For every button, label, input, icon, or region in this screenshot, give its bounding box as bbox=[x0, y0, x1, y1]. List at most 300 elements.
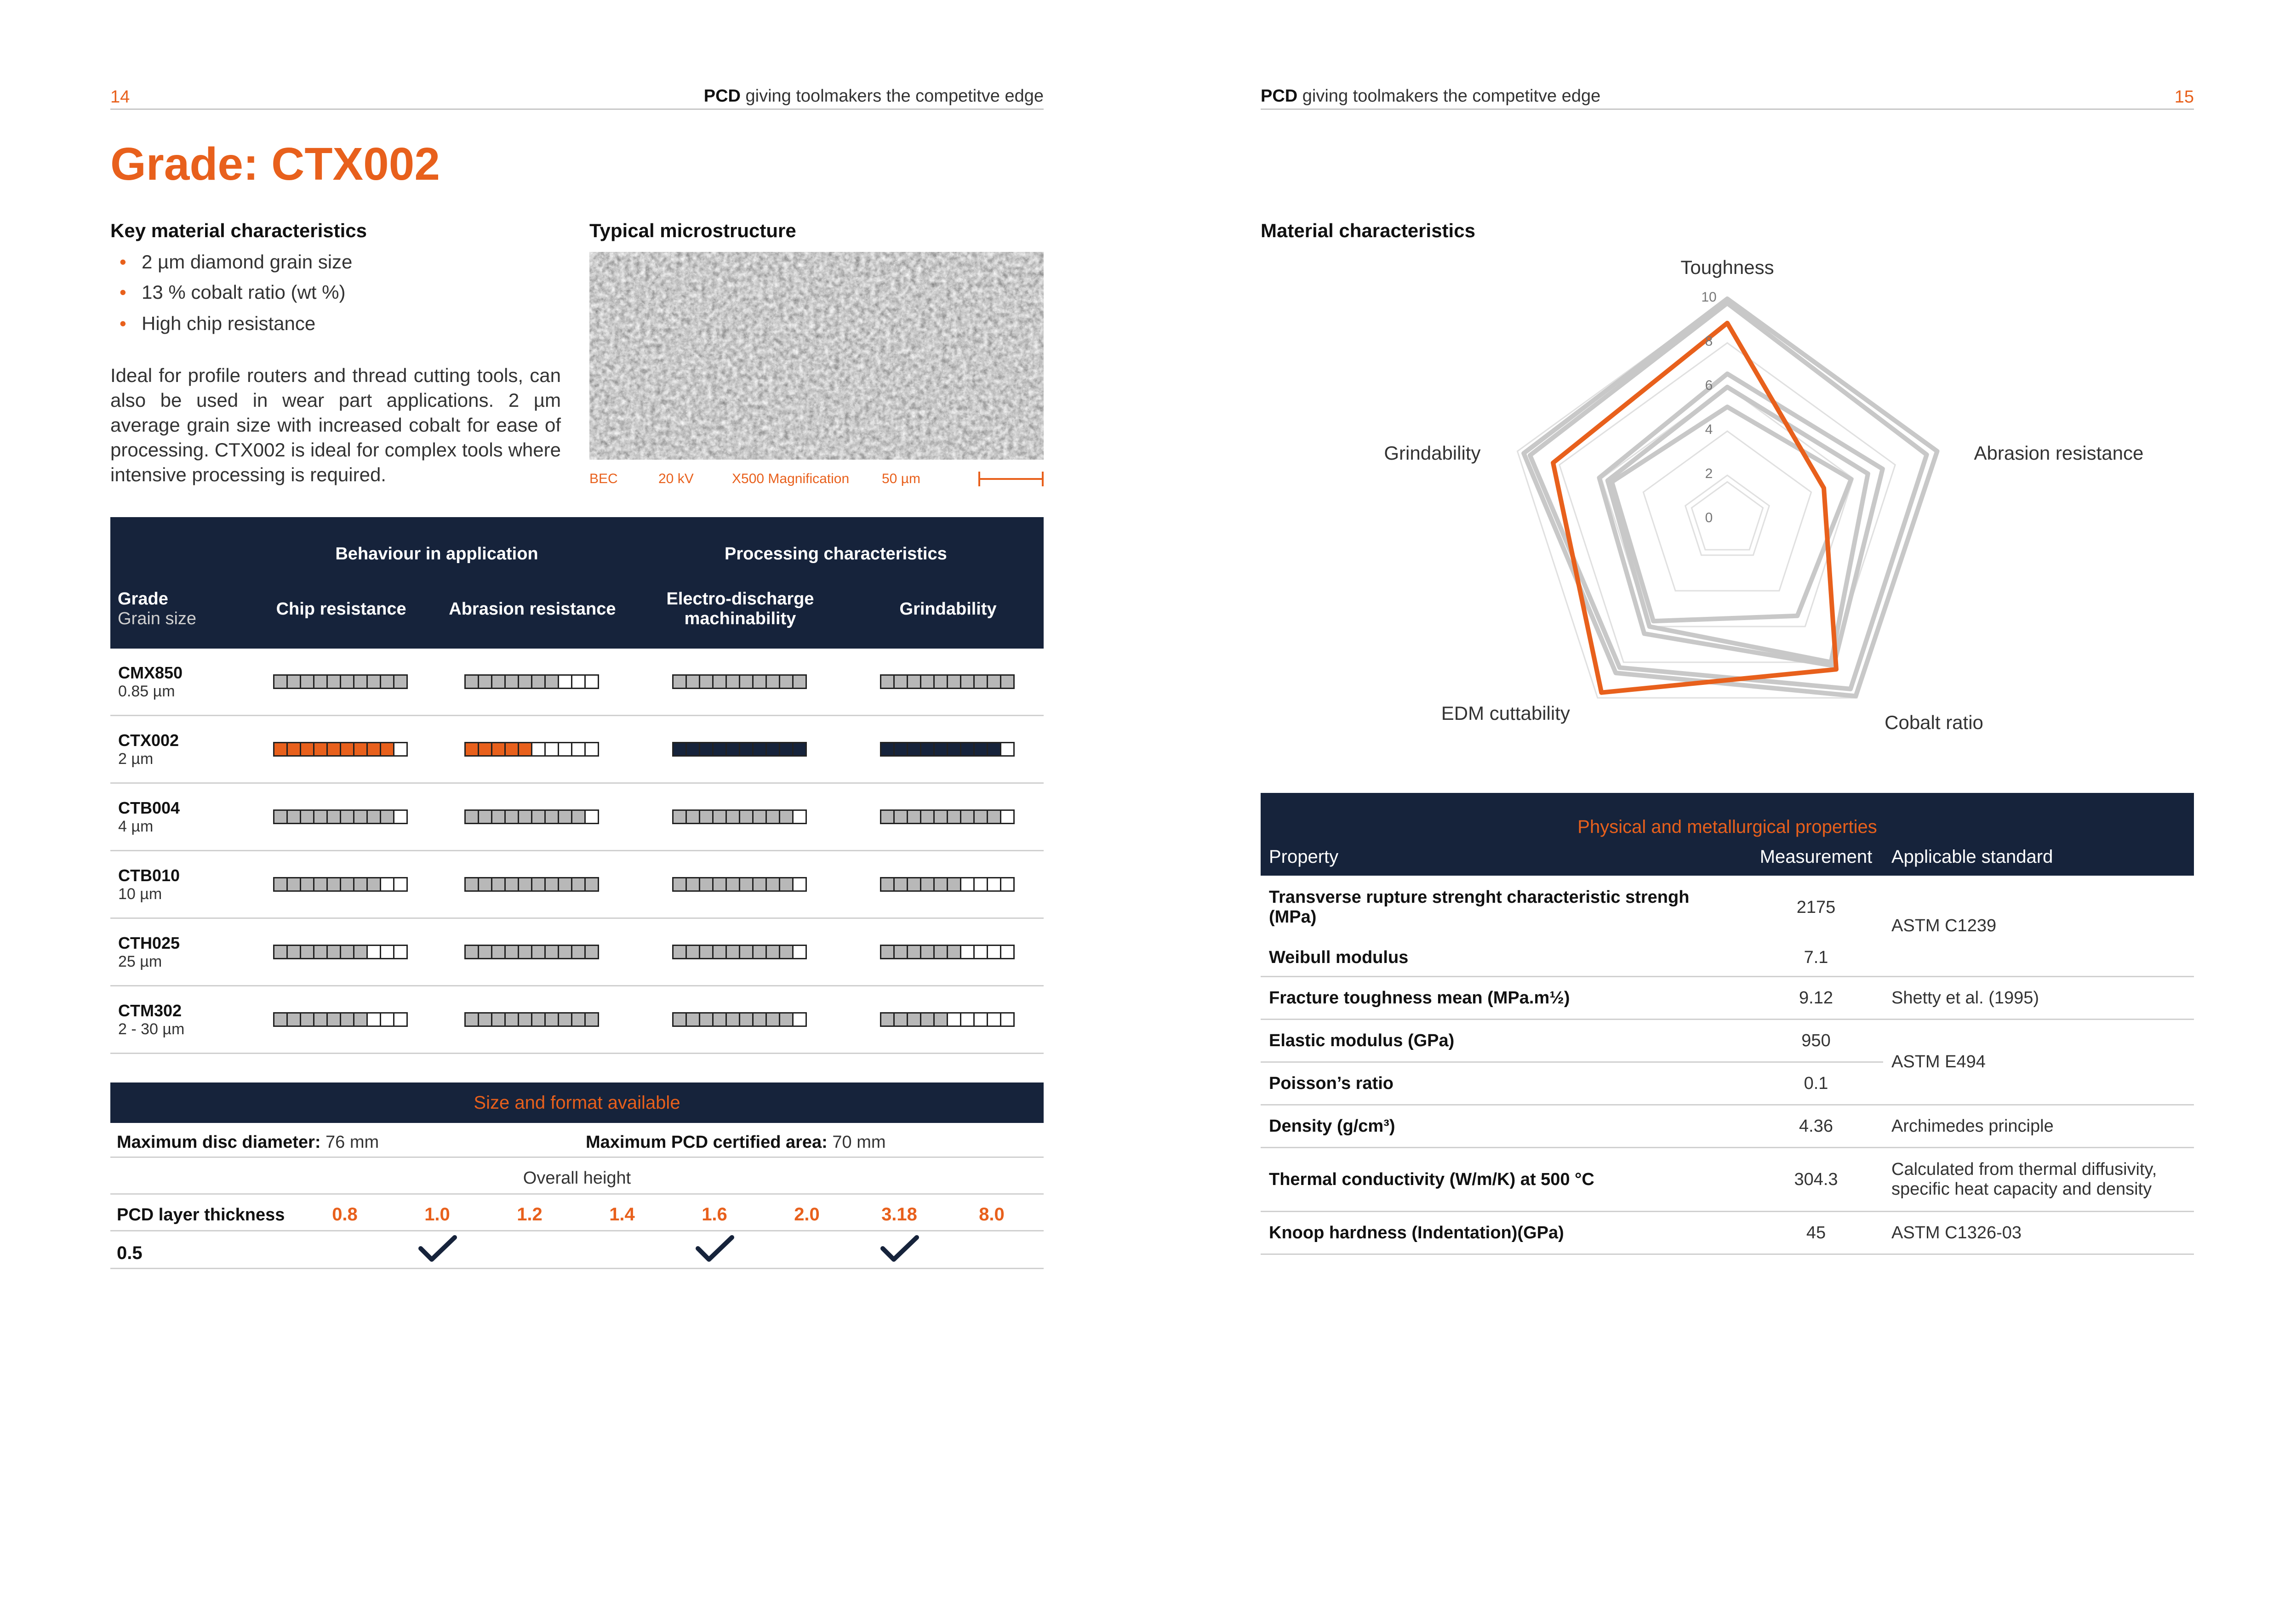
rating-box bbox=[779, 877, 794, 892]
rating-box bbox=[273, 809, 288, 824]
radar-grid-ring bbox=[1643, 431, 1811, 591]
max-certified-area bbox=[586, 1133, 886, 1152]
rating-cell bbox=[852, 851, 1044, 918]
rating-box bbox=[920, 742, 935, 757]
rating-box bbox=[893, 809, 908, 824]
rating-cell bbox=[246, 649, 437, 716]
rating-box bbox=[893, 945, 908, 959]
rating-box bbox=[491, 1012, 506, 1027]
rating-box bbox=[584, 742, 599, 757]
col-chip: Chip resistance bbox=[276, 599, 406, 619]
rating-box bbox=[907, 945, 921, 959]
rating-box bbox=[739, 877, 754, 892]
rating-box bbox=[464, 674, 479, 689]
rating-box bbox=[273, 1012, 288, 1027]
col-abrasion: Abrasion resistance bbox=[449, 599, 616, 619]
grain-size: 10 µm bbox=[118, 885, 162, 903]
rating-box bbox=[792, 809, 807, 824]
rating-box bbox=[584, 1012, 599, 1027]
rating-bar bbox=[628, 877, 852, 892]
rating-box bbox=[571, 877, 586, 892]
rating-cell bbox=[246, 851, 437, 918]
rating-box bbox=[765, 674, 780, 689]
rating-box bbox=[1000, 809, 1015, 824]
rating-box bbox=[672, 809, 687, 824]
rating-box bbox=[544, 674, 559, 689]
overall-height-value: 1.6 bbox=[702, 1204, 727, 1225]
rating-box bbox=[920, 945, 935, 959]
measurement-value: 950 bbox=[1749, 1020, 1883, 1062]
rating-box bbox=[313, 742, 328, 757]
rating-cell bbox=[628, 851, 852, 918]
rating-box bbox=[491, 742, 506, 757]
rating-box bbox=[933, 674, 948, 689]
rating-box bbox=[725, 742, 740, 757]
rating-box bbox=[286, 674, 301, 689]
rating-box bbox=[393, 809, 408, 824]
standard-value: Archimedes principle bbox=[1883, 1105, 2194, 1148]
rating-box bbox=[558, 945, 572, 959]
group-behaviour: Behaviour in application bbox=[335, 544, 538, 564]
radar-axis-label: Cobalt ratio bbox=[1885, 712, 1983, 734]
rating-box bbox=[340, 742, 354, 757]
rating-box bbox=[544, 742, 559, 757]
rating-box bbox=[393, 742, 408, 757]
rating-box bbox=[286, 1012, 301, 1027]
rating-bar bbox=[437, 809, 628, 824]
rating-box bbox=[987, 674, 1001, 689]
group-processing: Processing characteristics bbox=[725, 544, 947, 564]
rating-box bbox=[960, 1012, 975, 1027]
rating-bar bbox=[853, 742, 1043, 757]
rating-box bbox=[273, 945, 288, 959]
rating-box bbox=[973, 809, 988, 824]
rating-box bbox=[792, 674, 807, 689]
rating-box bbox=[366, 809, 381, 824]
rating-box bbox=[987, 1012, 1001, 1027]
rating-bar bbox=[437, 945, 628, 959]
table-row bbox=[110, 783, 1044, 851]
rating-box bbox=[765, 945, 780, 959]
rating-box bbox=[491, 945, 506, 959]
rating-cell bbox=[437, 986, 628, 1054]
rating-box bbox=[947, 877, 961, 892]
rating-box bbox=[947, 945, 961, 959]
rating-box bbox=[725, 945, 740, 959]
rating-box bbox=[353, 674, 368, 689]
rating-box bbox=[699, 1012, 714, 1027]
rating-cell bbox=[437, 783, 628, 851]
radar-tick-label: 2 bbox=[1705, 466, 1713, 481]
standard-value: Shetty et al. (1995) bbox=[1883, 977, 2194, 1020]
property-name: Knoop hardness (Indentation)(GPa) bbox=[1261, 1212, 1749, 1254]
rating-box bbox=[558, 809, 572, 824]
grade-comparison-table bbox=[110, 517, 1044, 1054]
table-row bbox=[1261, 1020, 2194, 1062]
page-number-right: 15 bbox=[2174, 87, 2194, 107]
standard-value: ASTM C1239 bbox=[1883, 876, 2194, 977]
rating-box bbox=[987, 945, 1001, 959]
col-edm: Electro-discharge machinability bbox=[666, 589, 814, 628]
rating-box bbox=[973, 1012, 988, 1027]
rating-box bbox=[712, 877, 727, 892]
properties-heading: Physical and metallurgical properties bbox=[1577, 817, 1877, 837]
rating-box bbox=[973, 877, 988, 892]
radar-tick-label: 0 bbox=[1705, 510, 1713, 525]
rating-box bbox=[973, 742, 988, 757]
rating-box bbox=[792, 1012, 807, 1027]
measurement-value: 304.3 bbox=[1749, 1148, 1883, 1212]
rating-box bbox=[947, 1012, 961, 1027]
rating-cell bbox=[246, 986, 437, 1054]
header-rule-left bbox=[110, 108, 1044, 110]
rating-box bbox=[464, 1012, 479, 1027]
rating-box bbox=[880, 877, 895, 892]
caption-scale: 50 µm bbox=[882, 471, 920, 486]
rating-box bbox=[907, 1012, 921, 1027]
col-grindability: Grindability bbox=[899, 599, 997, 619]
rating-box bbox=[531, 674, 546, 689]
rating-cell bbox=[628, 649, 852, 716]
rating-box bbox=[725, 1012, 740, 1027]
rating-bar bbox=[246, 1012, 436, 1027]
rating-box bbox=[518, 742, 532, 757]
rating-cell bbox=[246, 716, 437, 783]
rating-box bbox=[366, 674, 381, 689]
grade-cell bbox=[110, 716, 246, 783]
grain-size: 25 µm bbox=[118, 952, 162, 970]
overall-height-value: 0.8 bbox=[332, 1204, 358, 1225]
radar-chart bbox=[1261, 239, 2194, 754]
thickness-value: 0.5 bbox=[117, 1243, 143, 1263]
rating-box bbox=[300, 742, 314, 757]
rating-box bbox=[933, 742, 948, 757]
measurement-value: 45 bbox=[1749, 1212, 1883, 1254]
rating-bar bbox=[853, 877, 1043, 892]
rating-box bbox=[353, 945, 368, 959]
rating-box bbox=[880, 945, 895, 959]
rating-cell bbox=[437, 851, 628, 918]
grain-size: 2 - 30 µm bbox=[118, 1020, 185, 1038]
rating-box bbox=[558, 742, 572, 757]
rating-bar bbox=[246, 809, 436, 824]
rating-box bbox=[584, 877, 599, 892]
rating-box bbox=[739, 945, 754, 959]
rating-cell bbox=[628, 716, 852, 783]
caption-magnification: X500 Magnification bbox=[732, 471, 850, 486]
rating-box bbox=[685, 674, 700, 689]
rating-box bbox=[544, 945, 559, 959]
rating-box bbox=[960, 674, 975, 689]
rating-box bbox=[326, 809, 341, 824]
description-paragraph: Ideal for profile routers and thread cutting tools, can also be used in wear part applications. 2 µm average grain size with increased cobalt for ease of processing. CTX002 is ideal for complex tools where intensive processing is required. bbox=[110, 365, 561, 485]
grain-size: 2 µm bbox=[118, 750, 154, 768]
rating-bar bbox=[246, 945, 436, 959]
standard-value: ASTM C1326-03 bbox=[1883, 1212, 2194, 1254]
rating-box bbox=[779, 742, 794, 757]
rating-box bbox=[366, 1012, 381, 1027]
rating-box bbox=[326, 877, 341, 892]
rating-box bbox=[584, 809, 599, 824]
rating-box bbox=[947, 809, 961, 824]
rating-box bbox=[973, 674, 988, 689]
property-name: Fracture toughness mean (MPa.m½) bbox=[1261, 977, 1749, 1020]
rating-box bbox=[286, 809, 301, 824]
standard-value: ASTM E494 bbox=[1883, 1020, 2194, 1105]
radar-axis-label: Abrasion resistance bbox=[1974, 442, 2144, 464]
rating-box bbox=[672, 945, 687, 959]
overall-height-value: 1.2 bbox=[517, 1204, 543, 1225]
rating-box bbox=[752, 1012, 767, 1027]
rating-box bbox=[987, 877, 1001, 892]
max-area-label: Maximum PCD certified area: bbox=[586, 1133, 828, 1152]
rating-box bbox=[765, 1012, 780, 1027]
property-name: Density (g/cm³) bbox=[1261, 1105, 1749, 1148]
rating-bar bbox=[628, 945, 852, 959]
rating-box bbox=[504, 945, 519, 959]
grain-size: 4 µm bbox=[118, 817, 154, 835]
measurement-value: 4.36 bbox=[1749, 1105, 1883, 1148]
rating-box bbox=[1000, 945, 1015, 959]
rating-box bbox=[273, 877, 288, 892]
rating-box bbox=[987, 742, 1001, 757]
rating-box bbox=[366, 877, 381, 892]
rating-box bbox=[752, 877, 767, 892]
property-name: Transverse rupture strenght characteristic strengh (MPa) bbox=[1269, 888, 1690, 927]
rating-box bbox=[478, 674, 492, 689]
checkmark-icon bbox=[695, 1235, 735, 1267]
radar-tick-label: 10 bbox=[1701, 290, 1717, 305]
table-row bbox=[110, 716, 1044, 783]
running-head-brand: PCD bbox=[703, 86, 741, 106]
rating-box bbox=[353, 809, 368, 824]
rating-box bbox=[340, 945, 354, 959]
rating-box bbox=[380, 674, 394, 689]
rating-box bbox=[478, 1012, 492, 1027]
rating-box bbox=[933, 877, 948, 892]
rating-box bbox=[907, 674, 921, 689]
overall-height-value: 2.0 bbox=[794, 1204, 820, 1225]
rating-box bbox=[685, 742, 700, 757]
checkmark-icon bbox=[880, 1235, 920, 1267]
rating-box bbox=[366, 742, 381, 757]
rating-box bbox=[1000, 877, 1015, 892]
rating-box bbox=[393, 945, 408, 959]
rating-box bbox=[960, 945, 975, 959]
rating-box bbox=[531, 1012, 546, 1027]
rating-box bbox=[464, 877, 479, 892]
rating-box bbox=[725, 674, 740, 689]
rating-box bbox=[518, 945, 532, 959]
rating-box bbox=[960, 877, 975, 892]
rating-bar bbox=[853, 945, 1043, 959]
rating-cell bbox=[246, 918, 437, 986]
rating-box bbox=[504, 877, 519, 892]
rating-box bbox=[699, 877, 714, 892]
rating-box bbox=[340, 877, 354, 892]
rating-box bbox=[765, 742, 780, 757]
col-property: Property bbox=[1269, 846, 1339, 867]
rating-box bbox=[933, 945, 948, 959]
grade-name: CTX002 bbox=[118, 730, 179, 750]
rating-box bbox=[544, 809, 559, 824]
bullet-item: • High chip resistance bbox=[142, 313, 315, 335]
standard-value: Calculated from thermal diffusivity, specific heat capacity and density bbox=[1883, 1148, 2194, 1212]
rating-box bbox=[920, 809, 935, 824]
running-head-brand: PCD bbox=[1261, 86, 1298, 106]
rating-box bbox=[712, 674, 727, 689]
rating-box bbox=[725, 877, 740, 892]
grade-name: CTB010 bbox=[118, 866, 180, 885]
rating-box bbox=[380, 742, 394, 757]
rating-box bbox=[531, 809, 546, 824]
max-disc-label: Maximum disc diameter: bbox=[117, 1133, 321, 1152]
rating-box bbox=[893, 674, 908, 689]
rating-box bbox=[313, 877, 328, 892]
divider bbox=[110, 1157, 1044, 1158]
rating-bar bbox=[853, 674, 1043, 689]
layer-thickness-label: PCD layer thickness bbox=[117, 1205, 285, 1225]
rating-box bbox=[685, 809, 700, 824]
rating-bar bbox=[628, 809, 852, 824]
table-column-header bbox=[110, 570, 1044, 649]
rating-box bbox=[393, 1012, 408, 1027]
max-disc-value: 76 mm bbox=[320, 1133, 379, 1152]
rating-box bbox=[739, 674, 754, 689]
rating-box bbox=[571, 1012, 586, 1027]
rating-box bbox=[571, 945, 586, 959]
rating-box bbox=[765, 877, 780, 892]
rating-box bbox=[739, 1012, 754, 1027]
rating-box bbox=[1000, 742, 1015, 757]
scale-bar bbox=[978, 469, 1044, 491]
rating-box bbox=[478, 742, 492, 757]
rating-bar bbox=[628, 1012, 852, 1027]
measurement-value: 2175 bbox=[1796, 897, 1836, 917]
rating-box bbox=[672, 742, 687, 757]
rating-box bbox=[300, 1012, 314, 1027]
rating-cell bbox=[852, 649, 1044, 716]
rating-cell bbox=[246, 783, 437, 851]
rating-bar bbox=[853, 809, 1043, 824]
rating-box bbox=[491, 877, 506, 892]
rating-box bbox=[531, 877, 546, 892]
rating-box bbox=[893, 742, 908, 757]
max-area-value: 70 mm bbox=[827, 1133, 886, 1152]
overall-height-label: Overall height bbox=[523, 1168, 631, 1188]
rating-box bbox=[326, 945, 341, 959]
rating-box bbox=[880, 674, 895, 689]
table-row bbox=[110, 649, 1044, 716]
rating-box bbox=[491, 674, 506, 689]
caption-mode: BEC bbox=[589, 471, 618, 486]
rating-box bbox=[518, 877, 532, 892]
caption-voltage: 20 kV bbox=[658, 471, 694, 486]
key-characteristics-heading: Key material characteristics bbox=[110, 220, 367, 241]
rating-cell bbox=[852, 716, 1044, 783]
property-name: Poisson’s ratio bbox=[1261, 1062, 1749, 1105]
rating-box bbox=[907, 809, 921, 824]
rating-box bbox=[504, 1012, 519, 1027]
rating-cell bbox=[437, 918, 628, 986]
rating-box bbox=[300, 809, 314, 824]
table-row bbox=[1261, 1105, 2194, 1148]
rating-box bbox=[340, 1012, 354, 1027]
rating-box bbox=[685, 945, 700, 959]
rating-box bbox=[491, 809, 506, 824]
radar-axis-label: Grindability bbox=[1384, 442, 1481, 464]
rating-box bbox=[672, 877, 687, 892]
rating-box bbox=[973, 945, 988, 959]
rating-box bbox=[765, 809, 780, 824]
rating-cell bbox=[628, 918, 852, 986]
table-row bbox=[1261, 876, 2194, 939]
rating-box bbox=[584, 674, 599, 689]
grain-size: 0.85 µm bbox=[118, 682, 175, 700]
rating-box bbox=[699, 945, 714, 959]
rating-box bbox=[792, 945, 807, 959]
rating-box bbox=[518, 674, 532, 689]
properties-column-header bbox=[1261, 838, 2194, 876]
rating-box bbox=[464, 809, 479, 824]
rating-box bbox=[326, 1012, 341, 1027]
measurement-value: 7.1 bbox=[1749, 939, 1883, 977]
rating-box bbox=[531, 945, 546, 959]
rating-box bbox=[544, 877, 559, 892]
bullet-item: • 2 µm diamond grain size bbox=[142, 251, 352, 273]
rating-box bbox=[286, 945, 301, 959]
rating-box bbox=[393, 674, 408, 689]
table-group-header bbox=[110, 517, 1044, 570]
divider bbox=[110, 1268, 1044, 1269]
rating-box bbox=[393, 877, 408, 892]
grade-name: CTH025 bbox=[118, 933, 180, 952]
page-number-left: 14 bbox=[110, 87, 130, 107]
rating-box bbox=[920, 674, 935, 689]
rating-box bbox=[933, 1012, 948, 1027]
rating-box bbox=[380, 1012, 394, 1027]
properties-table bbox=[1261, 793, 2194, 1255]
property-name: Thermal conductivity (W/m/K) at 500 °C bbox=[1261, 1148, 1749, 1212]
running-head-text: giving toolmakers the competitve edge bbox=[740, 86, 1044, 106]
rating-box bbox=[571, 809, 586, 824]
rating-box bbox=[672, 674, 687, 689]
rating-cell bbox=[628, 986, 852, 1054]
rating-box bbox=[478, 877, 492, 892]
table-row bbox=[1261, 1212, 2194, 1254]
grade-cell bbox=[110, 918, 246, 986]
rating-box bbox=[699, 742, 714, 757]
header-rule-right bbox=[1261, 108, 2194, 110]
rating-box bbox=[558, 877, 572, 892]
rating-box bbox=[960, 809, 975, 824]
running-head-text: giving toolmakers the competitve edge bbox=[1297, 86, 1601, 106]
size-format-header bbox=[110, 1082, 1044, 1123]
rating-box bbox=[752, 674, 767, 689]
col-measurement: Measurement bbox=[1759, 846, 1873, 867]
radar-tick-label: 6 bbox=[1705, 378, 1713, 393]
rating-box bbox=[380, 809, 394, 824]
rating-bar bbox=[437, 674, 628, 689]
rating-box bbox=[907, 877, 921, 892]
radar-tick-label: 4 bbox=[1705, 422, 1713, 437]
rating-box bbox=[779, 1012, 794, 1027]
rating-box bbox=[353, 1012, 368, 1027]
rating-box bbox=[920, 1012, 935, 1027]
rating-box bbox=[531, 742, 546, 757]
measurement-value: 0.1 bbox=[1749, 1062, 1883, 1105]
rating-cell bbox=[437, 649, 628, 716]
